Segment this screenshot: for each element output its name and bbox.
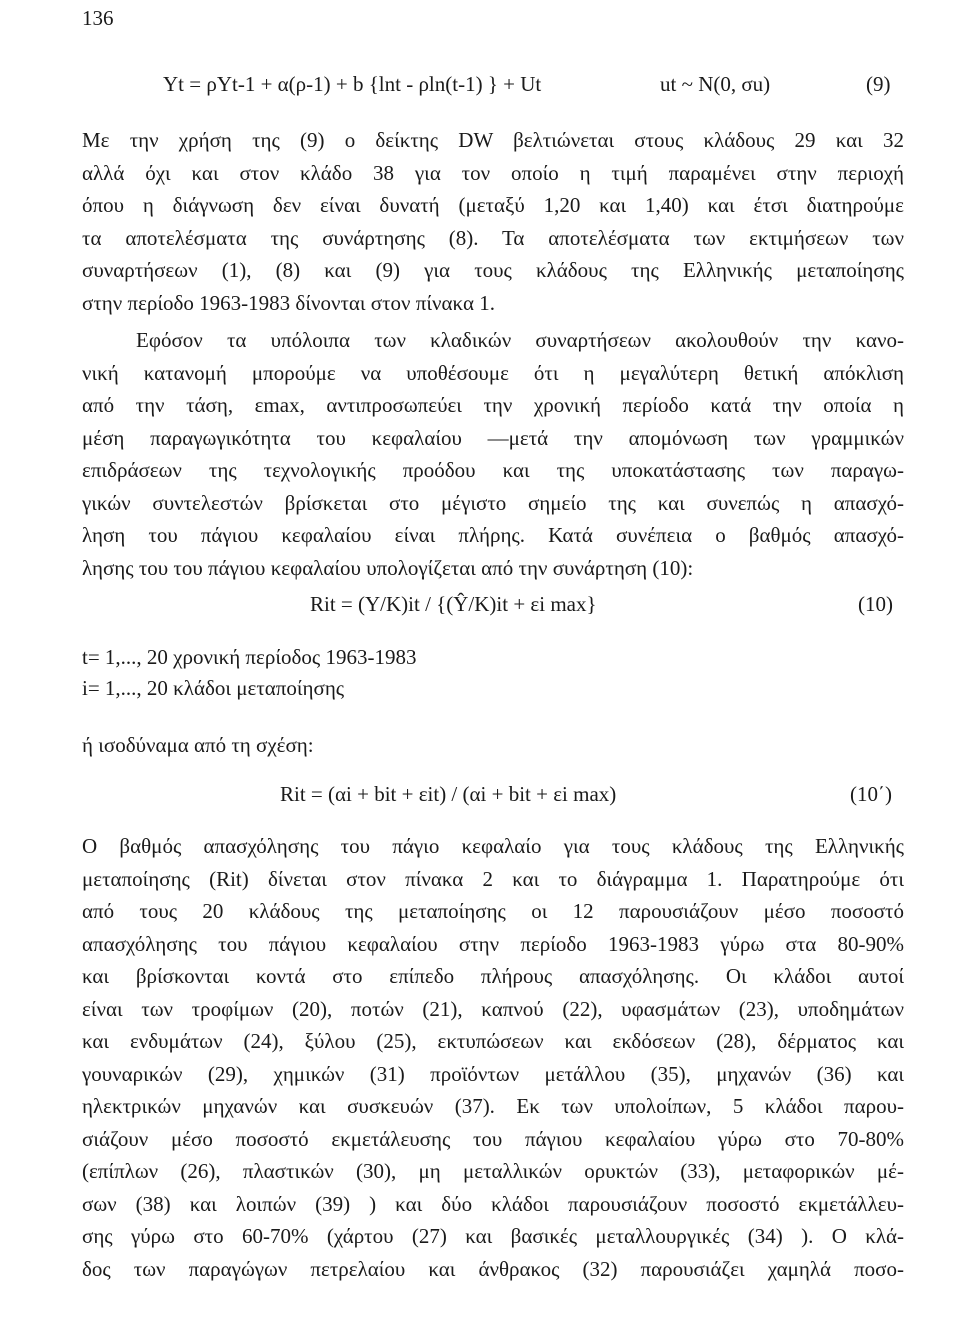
paragraph-2-line: επιδράσεων της τεχνολογικής προόδου και της υποκατάστασης των παραγω- bbox=[82, 458, 904, 482]
equation-10: Rit = (Y/K)it / {(Ŷ/K)it + εi max} bbox=[310, 592, 597, 616]
definition-t: t= 1,..., 20 χρονική περίοδος 1963-1983 bbox=[82, 645, 417, 669]
equation-10b-number: (10΄) bbox=[850, 782, 892, 806]
equation-10-number: (10) bbox=[858, 592, 893, 616]
paragraph-3-line: Ο βαθμός απασχόλησης του πάγιο κεφαλαίο για τους κλάδους της Ελληνικής bbox=[82, 834, 904, 858]
paragraph-3-line: δος των παραγώγων πετρελαίου και άνθρακος (32) παρουσιάζει χαμηλά ποσο- bbox=[82, 1256, 904, 1281]
paragraph-1-line: συναρτήσεων (1), (8) και (9) για τους κλάδους της Ελληνικής μεταποίησης bbox=[82, 258, 904, 282]
equation-10b: Rit = (αi + bit + εit) / (αi + bit + εi max) bbox=[280, 782, 617, 806]
paragraph-2-line: μέση παραγωγικότητα του κεφαλαίου —μετά την απομόνωση των γραμμικών bbox=[82, 425, 904, 450]
paragraph-1-line: όπου η διάγνωση δεν είναι δυνατή (μεταξύ 1,20 και 1,40) και έτσι διατηρούμε bbox=[82, 193, 904, 217]
paragraph-3-line: και ενδυμάτων (24), ξύλου (25), εκτυπώσεων και εκδόσεων (28), δέρματος και bbox=[82, 1029, 904, 1053]
paragraph-2-line: ληση του πάγιου κεφαλαίου είναι πλήρης. Κατά συνέπεια ο βαθμός απασχό- bbox=[82, 523, 904, 547]
paragraph-1-line: αλλά όχι και στον κλάδο 38 για τον οποίο η τιμή παραμένει στην περιοχή bbox=[82, 160, 904, 185]
paragraph-3-line: από τους 20 κλάδους της μεταποίησης οι 12 παρουσιάζουν μέσο ποσοστό bbox=[82, 899, 904, 923]
paragraph-3 bbox=[82, 830, 904, 1285]
equation-9-number: (9) bbox=[866, 72, 891, 96]
page-number: 136 bbox=[82, 6, 114, 30]
paragraph-3-line: μεταποίησης (Rit) δίνεται στον πίνακα 2 και το διάγραμμα 1. Παρατηρούμε ότι bbox=[82, 866, 904, 891]
paragraph-1-line: στην περίοδο 1963-1983 δίνονται στον πίνακα 1. bbox=[82, 290, 495, 315]
paragraph-2-line: γικών συντελεστών βρίσκεται στο μέγιστο σημείο της και συνεπώς η απασχό- bbox=[82, 490, 904, 515]
equation-9-error-spec: ut ~ N(0, σu) bbox=[660, 72, 771, 96]
paragraph-2-line: από την τάση, εmax, αντιπροσωπεύει την χρονική περίοδο κατά την οποία η bbox=[82, 393, 904, 417]
equation-9: Yt = ρYt-1 + α(ρ-1) + b {lnt - ρln(t-1) } + Ut bbox=[163, 72, 542, 96]
paragraph-1 bbox=[82, 124, 904, 319]
paragraph-3-line: απασχόλησης του πάγιου κεφαλαίου στην περίοδο 1963-1983 γύρω στα 80-90% bbox=[82, 931, 904, 956]
paragraph-3-line: γουναρικών (29), χημικών (31) προϊόντων μετάλλου (35), μηχανών (36) και bbox=[82, 1061, 904, 1086]
paragraph-3-line: (επίπλων (26), πλαστικών (30), μη μεταλλικών ορυκτών (33), μεταφορικών μέ- bbox=[82, 1159, 904, 1183]
paragraph-1-line: τα αποτελέσματα της συνάρτησης (8). Τα αποτελέσματα των εκτιμήσεων των bbox=[82, 225, 904, 250]
paragraph-2-line: Εφόσον τα υπόλοιπα των κλαδικών συναρτήσεων ακολουθούν την κανο- bbox=[136, 328, 904, 352]
paragraph-2 bbox=[82, 324, 904, 584]
paragraph-3-line: σης γύρω στο 60-70% (χάρτου (27) και βασικές μεταλλουργικές (34) ). Ο κλά- bbox=[82, 1224, 904, 1248]
paragraph-3-line: είναι των τροφίμων (20), ποτών (21), καπνού (22), υφασμάτων (23), υποδημάτων bbox=[82, 996, 904, 1021]
paragraph-3-line: και βρίσκονται κοντά στο επίπεδο πλήρους απασχόλησης. Οι κλάδοι αυτοί bbox=[82, 964, 904, 988]
paragraph-2-line: νική κατανομή μπορούμε να υποθέσουμε ότι η μεγαλύτερη θετική απόκλιση bbox=[82, 360, 904, 385]
paragraph-1-line: Με την χρήση της (9) ο δείκτης DW βελτιώνεται στους κλάδους 29 και 32 bbox=[82, 128, 904, 152]
definition-i: i= 1,..., 20 κλάδοι μεταποίησης bbox=[82, 676, 345, 700]
paragraph-3-line: σιάζουν μέσο ποσοστό εκμετάλευσης του πάγιου κεφαλαίου γύρω στο 70-80% bbox=[82, 1126, 904, 1151]
paragraph-3-line: σων (38) και λοιπών (39) ) και δύο κλάδοι παρουσιάζουν ποσοστό εκμετάλλευ- bbox=[82, 1191, 904, 1216]
paragraph-3-line: ηλεκτρικών μηχανών και συσκευών (37). Εκ των υπολοίπων, 5 κλάδοι παρου- bbox=[82, 1094, 904, 1118]
equivalent-text: ή ισοδύναμα από τη σχέση: bbox=[82, 733, 314, 757]
paragraph-2-line: λησης του του πάγιου κεφαλαίου υπολογίζεται από την συνάρτηση (10): bbox=[82, 555, 694, 580]
